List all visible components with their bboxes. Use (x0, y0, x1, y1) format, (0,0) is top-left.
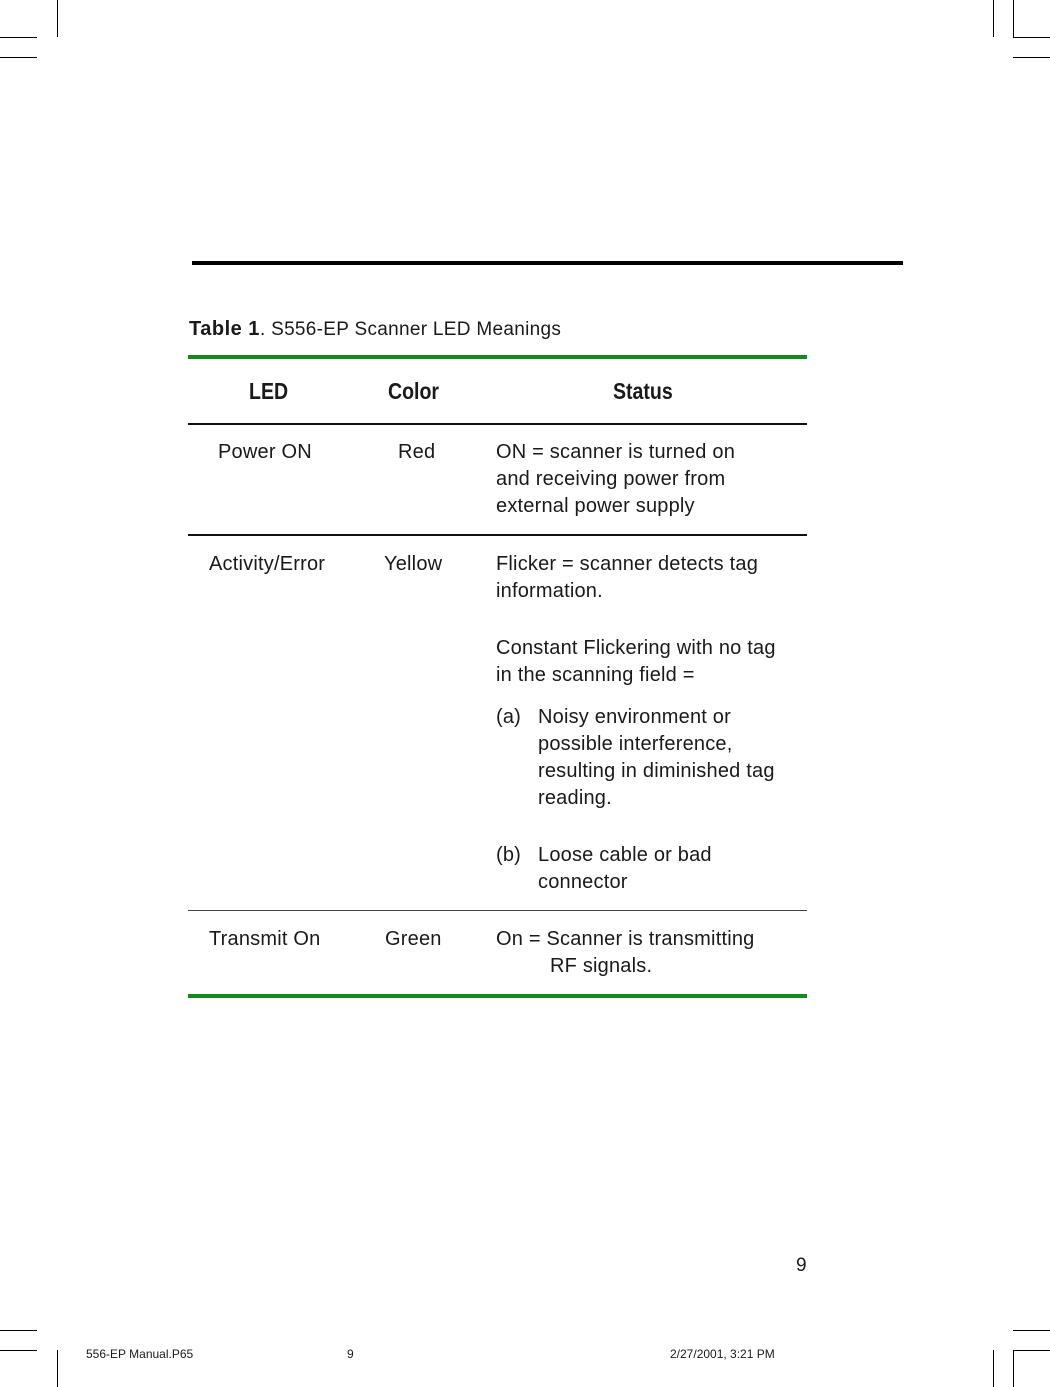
status-line: RF signals. (550, 955, 653, 977)
crop-mark (1013, 1330, 1050, 1331)
crop-mark (1013, 1350, 1014, 1387)
row-1-led: Power ON (218, 441, 312, 463)
crop-mark (1013, 37, 1050, 38)
item-line: reading. (538, 787, 612, 809)
status-line: in the scanning field = (496, 664, 695, 686)
row-divider (188, 534, 807, 536)
item-line: possible interference, (538, 733, 733, 755)
crop-mark (57, 1350, 58, 1387)
row-2-status (496, 551, 796, 896)
row-2-led: Activity/Error (209, 553, 326, 575)
table-top-rule (188, 355, 807, 359)
section-rule (192, 261, 903, 265)
row-3-status (496, 926, 796, 980)
crop-mark (0, 1330, 37, 1331)
row-2-color: Yellow (384, 553, 443, 575)
status-line: and receiving power from (496, 468, 726, 490)
item-line: resulting in diminished tag (538, 760, 775, 782)
item-marker: (b) (496, 844, 522, 866)
list-item (496, 704, 796, 812)
header-led: LED (249, 378, 289, 404)
table-caption (189, 318, 561, 341)
status-line: Constant Flickering with no tag (496, 637, 776, 659)
crop-mark (993, 1350, 994, 1387)
row-3-color: Green (385, 928, 442, 950)
crop-mark (1013, 57, 1050, 58)
crop-mark (0, 1350, 37, 1351)
status-line: information. (496, 580, 603, 602)
item-line: Noisy environment or (538, 706, 731, 728)
row-3-led: Transmit On (209, 928, 321, 950)
crop-mark (57, 0, 58, 37)
status-line: ON = scanner is turned on (496, 441, 736, 463)
row-1-color: Red (398, 441, 436, 463)
crop-mark (1013, 1350, 1050, 1351)
item-line: connector (538, 871, 628, 893)
header-color: Color (388, 378, 440, 404)
item-line: Loose cable or bad (538, 844, 712, 866)
item-marker: (a) (496, 706, 522, 728)
table-bottom-rule (188, 994, 807, 998)
crop-mark (0, 57, 37, 58)
crop-mark (0, 37, 37, 38)
footer-page: 9 (347, 1347, 354, 1361)
header-rule (188, 423, 807, 425)
status-line: On = Scanner is transmitting (496, 928, 755, 950)
page-number: 9 (796, 1255, 807, 1276)
caption-label: Table 1 (189, 318, 260, 340)
header-status: Status (613, 378, 673, 404)
status-line: external power supply (496, 495, 695, 517)
row-1-status (496, 439, 796, 520)
footer-file: 556-EP Manual.P65 (86, 1347, 194, 1361)
caption-text: . S556-EP Scanner LED Meanings (259, 319, 562, 340)
list-item (496, 842, 796, 896)
footer-date: 2/27/2001, 3:21 PM (670, 1347, 775, 1361)
row-divider (188, 910, 807, 911)
crop-mark (993, 0, 994, 37)
crop-mark (1013, 0, 1014, 37)
status-line: Flicker = scanner detects tag (496, 553, 759, 575)
